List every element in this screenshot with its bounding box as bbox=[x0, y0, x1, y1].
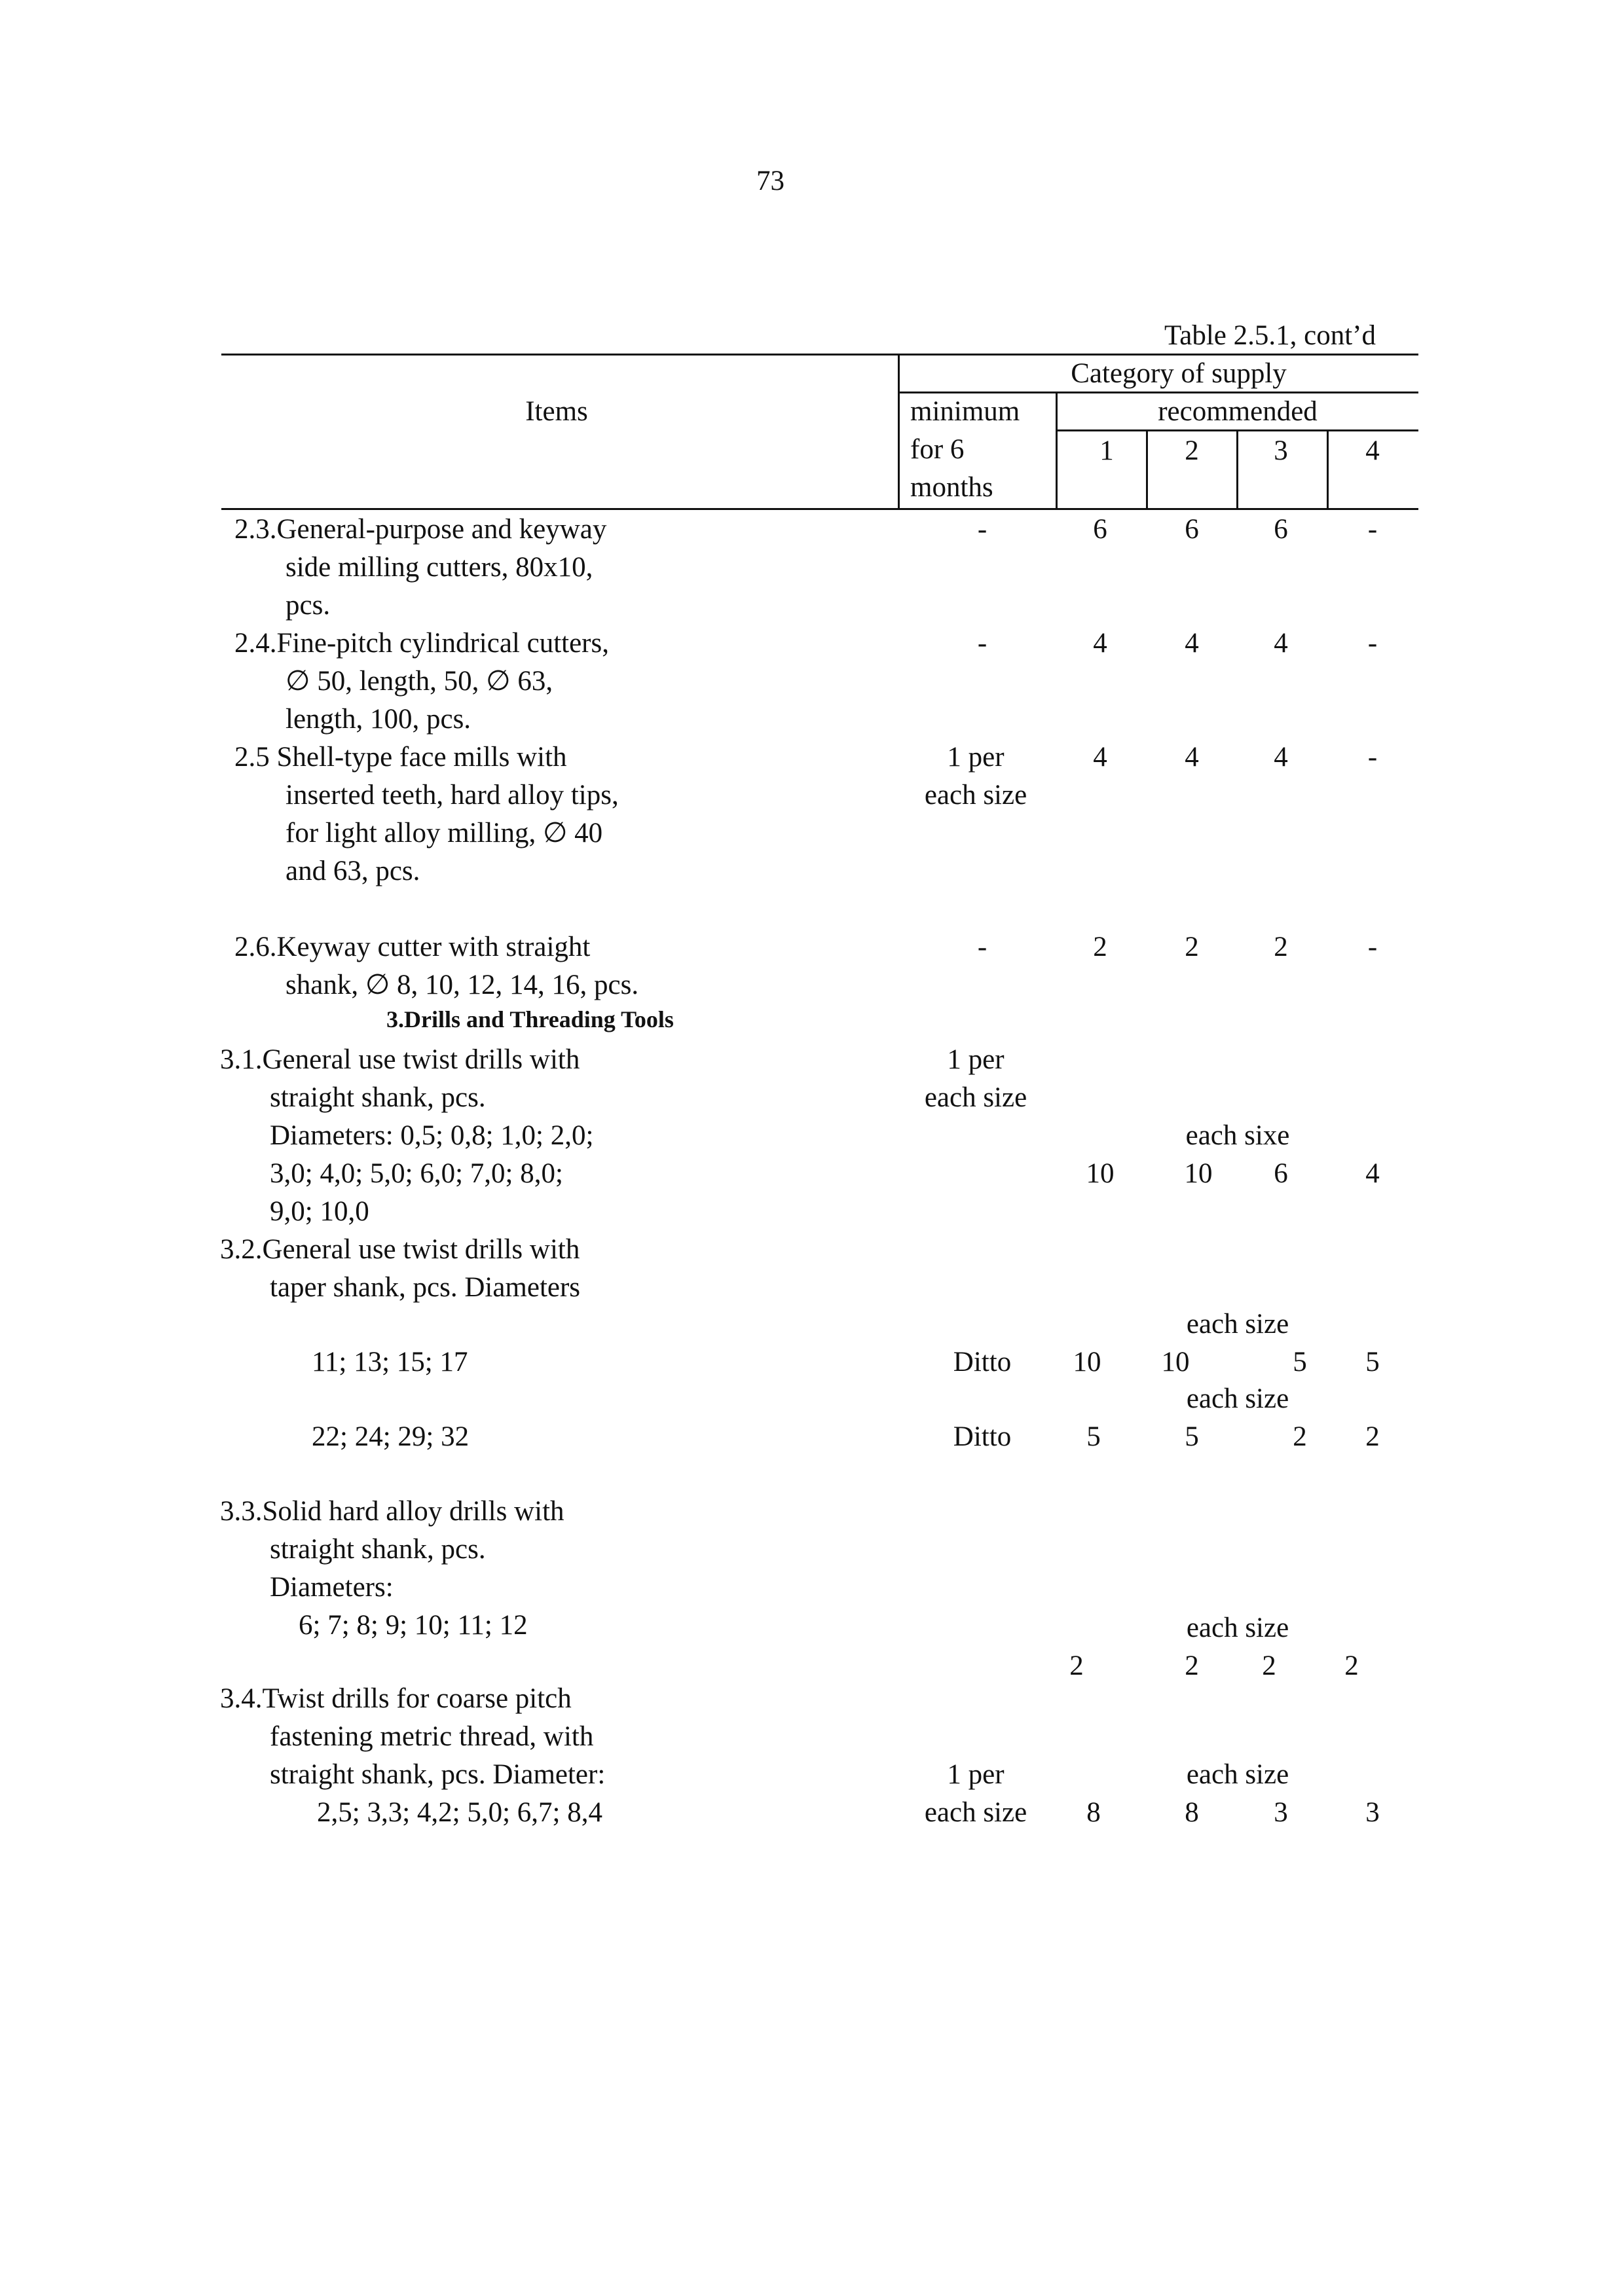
row-2-5-col4: - bbox=[1367, 742, 1378, 773]
row-3-2-minimum: Ditto bbox=[953, 1421, 1012, 1452]
row-2-4-label: 2.4.Fine-pitch cylindrical cutters, bbox=[234, 628, 609, 659]
row-3-3-col4: 2 bbox=[1344, 1650, 1359, 1681]
header-col-1: 1 bbox=[1099, 435, 1114, 466]
row-2-4-col3: 4 bbox=[1274, 628, 1288, 659]
header-items: Items bbox=[525, 396, 588, 427]
header-recommended: recommended bbox=[1158, 396, 1318, 427]
table-caption: Table 2.5.1, cont’d bbox=[1164, 320, 1376, 351]
col3-divider bbox=[1327, 429, 1329, 509]
row-2-6-col2: 2 bbox=[1185, 932, 1199, 962]
header-minimum-2: for 6 bbox=[910, 434, 965, 465]
row-3-1-col1: 10 bbox=[1086, 1158, 1115, 1189]
header-category: Category of supply bbox=[1071, 358, 1287, 389]
row-3-4-col2: 8 bbox=[1185, 1797, 1199, 1828]
row-3-1-label: 3,0; 4,0; 5,0; 6,0; 7,0; 8,0; bbox=[270, 1158, 563, 1189]
row-3-4-col3: 3 bbox=[1274, 1797, 1288, 1828]
row-2-4-col4: - bbox=[1367, 628, 1378, 659]
row-3-2-diameters: 11; 13; 15; 17 bbox=[312, 1347, 468, 1377]
row-2-4-label: ∅ 50, length, 50, ∅ 63, bbox=[286, 666, 553, 697]
row-2-6-label: 2.6.Keyway cutter with straight bbox=[234, 932, 591, 962]
row-3-2-note: each size bbox=[1186, 1383, 1289, 1414]
header-bottom-rule bbox=[221, 508, 1418, 510]
row-3-4-label: straight shank, pcs. Diameter: bbox=[270, 1759, 606, 1790]
row-3-2-col3: 2 bbox=[1293, 1421, 1307, 1452]
row-3-3-label: Diameters: bbox=[270, 1572, 394, 1603]
row-3-1-col4: 4 bbox=[1365, 1158, 1380, 1189]
row-3-1-col2: 10 bbox=[1184, 1158, 1213, 1189]
row-2-3-col3: 6 bbox=[1274, 514, 1288, 545]
section-heading: 3.Drills and Threading Tools bbox=[386, 1006, 674, 1032]
row-2-3-col2: 6 bbox=[1185, 514, 1199, 545]
row-2-4-minimum: - bbox=[977, 628, 987, 659]
row-2-5-col2: 4 bbox=[1185, 742, 1199, 773]
minimum-divider bbox=[1056, 392, 1058, 509]
header-minimum-3: months bbox=[910, 472, 993, 503]
items-divider bbox=[898, 354, 900, 509]
row-2-4-label: length, 100, pcs. bbox=[286, 704, 471, 735]
row-2-3-minimum: - bbox=[977, 514, 987, 545]
row-3-3-col1: 2 bbox=[1069, 1650, 1084, 1681]
header-col-4: 4 bbox=[1365, 435, 1380, 466]
row-3-3-note: each size bbox=[1186, 1613, 1289, 1643]
row-3-1-note: each sixe bbox=[1185, 1120, 1290, 1151]
row-3-4-minimum: each size bbox=[924, 1797, 1027, 1828]
row-2-3-label: 2.3.General-purpose and keyway bbox=[234, 514, 607, 545]
row-3-4-label: fastening metric thread, with bbox=[270, 1721, 594, 1752]
row-3-2-minimum: Ditto bbox=[953, 1347, 1012, 1377]
row-2-3-label: side milling cutters, 80x10, bbox=[286, 552, 593, 583]
row-2-4-col2: 4 bbox=[1185, 628, 1199, 659]
row-3-2-col3: 5 bbox=[1293, 1347, 1307, 1377]
row-3-1-label: Diameters: 0,5; 0,8; 1,0; 2,0; bbox=[270, 1120, 594, 1151]
header-minimum-1: minimum bbox=[910, 396, 1020, 427]
row-3-2-col1: 10 bbox=[1073, 1347, 1101, 1377]
row-3-1-label: straight shank, pcs. bbox=[270, 1082, 486, 1113]
row-2-3-label: pcs. bbox=[286, 590, 331, 621]
row-3-1-minimum: 1 per bbox=[947, 1044, 1005, 1075]
row-2-4-col1: 4 bbox=[1093, 628, 1107, 659]
row-3-3-col2: 2 bbox=[1185, 1650, 1199, 1681]
row-3-1-minimum: each size bbox=[924, 1082, 1027, 1113]
row-2-5-col3: 4 bbox=[1274, 742, 1288, 773]
row-2-6-minimum: - bbox=[977, 932, 987, 962]
row-3-2-col4: 5 bbox=[1365, 1347, 1380, 1377]
page-number: 73 bbox=[756, 166, 784, 196]
row-3-1-col3: 6 bbox=[1274, 1158, 1288, 1189]
row-3-1-label: 3.1.General use twist drills with bbox=[220, 1044, 580, 1075]
row-3-4-col1: 8 bbox=[1086, 1797, 1101, 1828]
row-2-3-col4: - bbox=[1367, 514, 1378, 545]
col2-divider bbox=[1236, 429, 1238, 509]
row-2-5-label: for light alloy milling, ∅ 40 bbox=[286, 818, 603, 848]
col1-divider bbox=[1146, 429, 1148, 509]
row-2-5-minimum: each size bbox=[924, 780, 1027, 811]
row-2-6-col3: 2 bbox=[1274, 932, 1288, 962]
row-2-5-minimum: 1 per bbox=[947, 742, 1005, 773]
header-col-2: 2 bbox=[1185, 435, 1199, 466]
row-3-3-label: 3.3.Solid hard alloy drills with bbox=[220, 1496, 564, 1527]
row-3-2-col2: 10 bbox=[1161, 1347, 1190, 1377]
row-3-4-diameters: 2,5; 3,3; 4,2; 5,0; 6,7; 8,4 bbox=[317, 1797, 602, 1828]
row-3-2-label: 3.2.General use twist drills with bbox=[220, 1234, 580, 1265]
row-3-2-col4: 2 bbox=[1365, 1421, 1380, 1452]
row-3-3-col3: 2 bbox=[1262, 1650, 1276, 1681]
row-2-5-label: and 63, pcs. bbox=[286, 856, 420, 886]
row-3-2-col1: 5 bbox=[1086, 1421, 1101, 1452]
row-3-2-label: taper shank, pcs. Diameters bbox=[270, 1272, 581, 1303]
row-3-1-label: 9,0; 10,0 bbox=[270, 1196, 369, 1227]
row-2-5-col1: 4 bbox=[1093, 742, 1107, 773]
row-3-2-note: each size bbox=[1186, 1309, 1289, 1339]
row-2-6-label: shank, ∅ 8, 10, 12, 14, 16, pcs. bbox=[286, 970, 639, 1000]
row-3-4-minimum: 1 per bbox=[947, 1759, 1005, 1790]
header-col-3: 3 bbox=[1274, 435, 1288, 466]
row-3-2-diameters: 22; 24; 29; 32 bbox=[312, 1421, 470, 1452]
row-3-4-col4: 3 bbox=[1365, 1797, 1380, 1828]
row-3-4-label: 3.4.Twist drills for coarse pitch bbox=[220, 1683, 572, 1714]
row-2-6-col1: 2 bbox=[1093, 932, 1107, 962]
row-2-6-col4: - bbox=[1367, 932, 1378, 962]
row-2-5-label: inserted teeth, hard alloy tips, bbox=[286, 780, 619, 811]
row-3-4-note: each size bbox=[1186, 1759, 1289, 1790]
row-2-5-label: 2.5 Shell-type face mills with bbox=[234, 742, 567, 773]
row-2-3-col1: 6 bbox=[1093, 514, 1107, 545]
row-3-3-diameters: 6; 7; 8; 9; 10; 11; 12 bbox=[299, 1610, 528, 1641]
row-3-2-col2: 5 bbox=[1185, 1421, 1199, 1452]
row-3-3-label: straight shank, pcs. bbox=[270, 1534, 486, 1565]
